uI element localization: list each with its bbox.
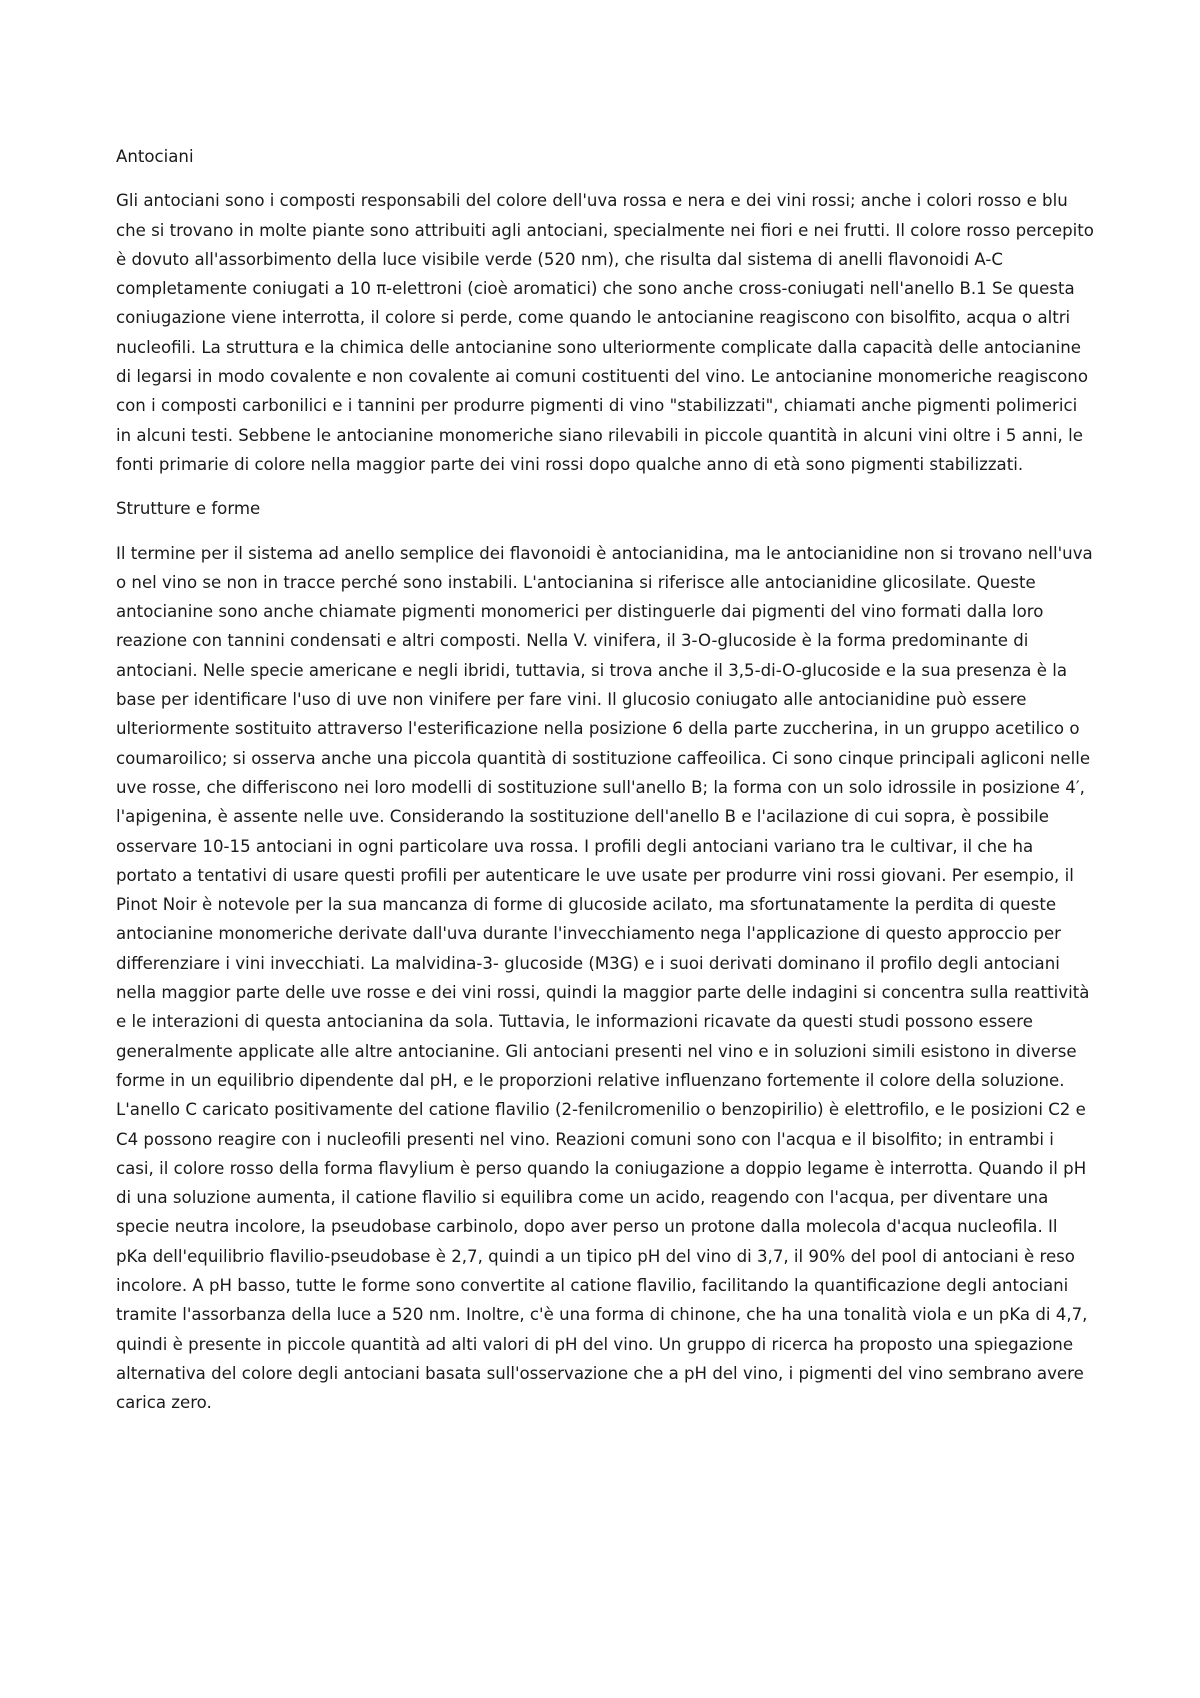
document-body [116, 142, 1094, 1432]
section-heading-strutture-e-forme: Strutture e forme [116, 499, 261, 519]
section-paragraph-antociani: Gli antociani sono i composti responsabili del colore dell'uva rossa e nera e dei vini rossi; anche i colori rosso e blu che si trovano in molte piante sono attribuiti agli antociani, specialmente nei fiori e nei frutti. Il colore rosso percepito è dovuto all'assorbimento della luce visibile verde (520 nm), che risulta dal sistema di anelli flavonoidi A-C completamente coniugati a 10 π-elettroni (cioè aromatici) che sono anche cross-coniugati nell'anello B.1 Se questa coniugazione viene interrotta, il colore si perde, come quando le antocianine reagiscono con bisolfito, acqua o altri nucleofili. La struttura e la chimica delle antocianine sono ulteriormente complicate dalla capacità delle antocianine di legarsi in modo covalente e non covalente ai comuni costituenti del vino. Le antocianine monomeriche reagiscono con i composti carbonilici e i tannini per produrre pigmenti di vino "stabilizzati", chiamati anche pigmenti polimerici in alcuni testi. Sebbene le antocianine monomeriche siano rilevabili in piccole quantità in alcuni vini oltre i 5 anni, le fonti primarie di colore nella maggior parte dei vini rossi dopo qualche anno di età sono pigmenti stabilizzati. [116, 191, 1094, 474]
section-paragraph-strutture-e-forme: Il termine per il sistema ad anello semplice dei flavonoidi è antocianidina, ma le antocianidine non si trovano nell'uva o nel vino se non in tracce perché sono instabili. L'antocianina si riferisce alle antocianidine glicosilate. Queste antocianine sono anche chiamate pigmenti monomerici per distinguerle dai pigmenti del vino formati dalla loro reazione con tannini condensati e altri composti. Nella V. vinifera, il 3-O-glucoside è la forma predominante di antociani. Nelle specie americane e negli ibridi, tuttavia, si trova anche il 3,5-di-O-glucoside e la sua presenza è la base per identificare l'uso di uve non vinifere per fare vini. Il glucosio coniugato alle antocianidine può essere ulteriormente sostituito attraverso l'esterificazione nella posizione 6 della parte zuccherina, in un gruppo acetilico o coumaroilico; si osserva anche una piccola quantità di sostituzione caffeoilica. Ci sono cinque principali agliconi nelle uve rosse, che differiscono nei loro modelli di sostituzione sull'anello B; la forma con un solo idrossile in posizione 4′, l'apigenina, è assente nelle uve. Considerando la sostituzione dell'anello B e l'acilazione di cui sopra, è possibile osservare 10-15 antociani in ogni particolare uva rossa. I profili degli antociani variano tra le cultivar, il che ha portato a tentativi di usare questi profili per autenticare le uve usate per produrre vini rossi giovani. Per esempio, il Pinot Noir è notevole per la sua mancanza di forme di glucoside acilato, ma sfortunatamente la perdita di queste antocianine monomeriche derivate dall'uva durante l'invecchiamento nega l'applicazione di questo approccio per differenziare i vini invecchiati. La malvidina-3- glucoside (M3G) e i suoi derivati dominano il profilo degli antociani nella maggior parte delle uve rosse e dei vini rossi, quindi la maggior parte delle indagini si concentra sulla reattività e le interazioni di questa antocianina da sola. Tuttavia, le informazioni ricavate da questi studi possono essere generalmente applicate alle altre antocianine. Gli antociani presenti nel vino e in soluzioni simili esistono in diverse forme in un equilibrio dipendente dal pH, e le proporzioni relative influenzano fortemente il colore della soluzione. L'anello C caricato positivamente del catione flavilio (2-fenilcromenilio o benzopirilio) è elettrofilo, e le posizioni C2 e C4 possono reagire con i nucleofili presenti nel vino. Reazioni comuni sono con l'acqua e il bisolfito; in entrambi i casi, il colore rosso della forma flavylium è perso quando la coniugazione a doppio legame è interrotta. Quando il pH di una soluzione aumenta, il catione flavilio si equilibra come un acido, reagendo con l'acqua, per diventare una specie neutra incolore, la pseudobase carbinolo, dopo aver perso un protone dalla molecola d'acqua nucleofila. Il pKa dell'equilibrio flavilio-pseudobase è 2,7, quindi a un tipico pH del vino di 3,7, il 90% del pool di antociani è reso incolore. A pH basso, tutte le forme sono convertite al catione flavilio, facilitando la quantificazione degli antociani tramite l'assorbanza della luce a 520 nm. Inoltre, c'è una forma di chinone, che ha una tonalità viola e un pKa di 4,7, quindi è presente in piccole quantità ad alti valori di pH del vino. Un gruppo di ricerca ha proposto una spiegazione alternativa del colore degli antociani basata sull'osservazione che a pH del vino, i pigmenti del vino sembrano avere carica zero. [116, 543, 1093, 1413]
section-heading-antociani: Antociani [116, 147, 194, 166]
